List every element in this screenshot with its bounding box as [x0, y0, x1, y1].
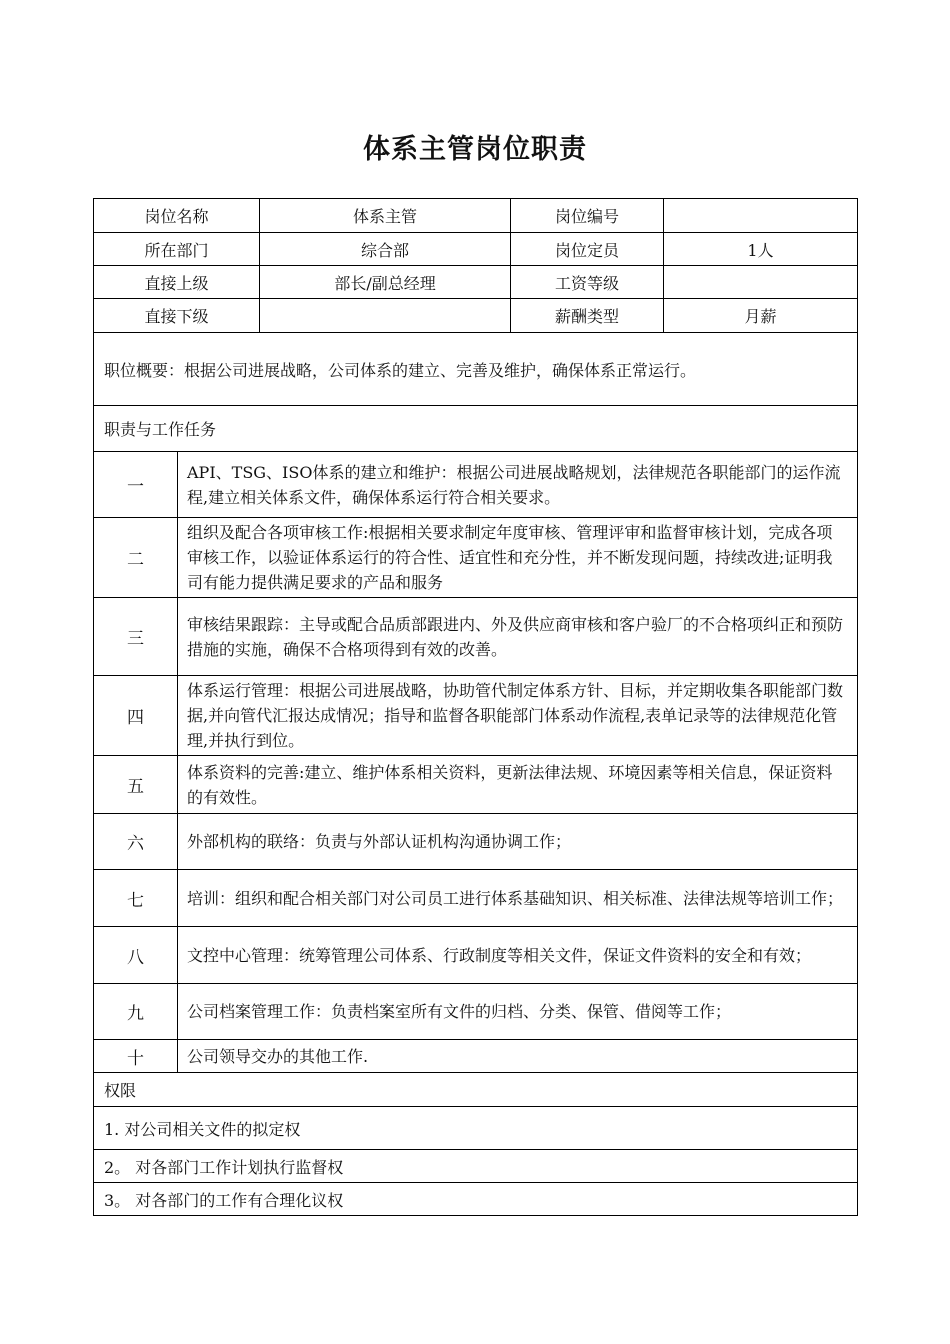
duty-number: 二: [94, 518, 178, 598]
duties-header-row: [94, 406, 858, 452]
superior-label: 直接上级: [94, 266, 260, 299]
authority-row: [94, 1107, 858, 1150]
duty-row: [94, 1040, 858, 1073]
duty-text: 审核结果跟踪：主导或配合品质部跟进内、外及供应商审核和客户验厂的不合格项纠正和预防措施的实施，确保不合格项得到有效的改善。: [178, 598, 858, 676]
duty-number: 七: [94, 870, 178, 927]
duty-number: 四: [94, 676, 178, 756]
subordinate-label: 直接下级: [94, 299, 260, 333]
authority-item: 3。 对各部门的工作有合理化议权: [94, 1183, 858, 1216]
subordinate-value: [260, 299, 511, 333]
duty-number: 一: [94, 452, 178, 518]
duty-row: [94, 756, 858, 814]
superior-value: 部长/副总经理: [260, 266, 511, 299]
headcount-value: 1人: [664, 233, 858, 266]
info-row-2: [94, 233, 858, 266]
duty-text: 外部机构的联络：负责与外部认证机构沟通协调工作；: [178, 814, 858, 870]
pay-type-label: 薪酬类型: [511, 299, 664, 333]
duty-number: 九: [94, 984, 178, 1040]
position-name-value: 体系主管: [260, 199, 511, 233]
summary-row: [94, 333, 858, 406]
duty-text: 体系资料的完善:建立、维护体系相关资料，更新法律法规、环境因素等相关信息，保证资料的有效性。: [178, 756, 858, 814]
duty-text: 组织及配合各项审核工作:根据相关要求制定年度审核、管理评审和监督审核计划，完成各项审核工作，以验证体系运行的符合性、适宜性和充分性，并不断发现问题，持续改进;证明我司有能力提供满足要求的产品和服务: [178, 518, 858, 598]
department-label: 所在部门: [94, 233, 260, 266]
duty-row: [94, 927, 858, 984]
duty-row: [94, 814, 858, 870]
position-name-label: 岗位名称: [94, 199, 260, 233]
duty-number: 六: [94, 814, 178, 870]
duty-number: 八: [94, 927, 178, 984]
duty-text: 培训：组织和配合相关部门对公司员工进行体系基础知识、相关标准、法律法规等培训工作；: [178, 870, 858, 927]
authority-item: 2。 对各部门工作计划执行监督权: [94, 1150, 858, 1183]
duty-row: [94, 870, 858, 927]
pay-type-value: 月薪: [664, 299, 858, 333]
authority-header-row: [94, 1073, 858, 1107]
duty-text: 公司领导交办的其他工作.: [178, 1040, 858, 1073]
department-value: 综合部: [260, 233, 511, 266]
authority-header: 权限: [94, 1073, 858, 1107]
info-row-4: [94, 299, 858, 333]
duty-number: 三: [94, 598, 178, 676]
salary-grade-label: 工资等级: [511, 266, 664, 299]
duty-row: [94, 518, 858, 598]
salary-grade-value: [664, 266, 858, 299]
duty-text: 公司档案管理工作：负责档案室所有文件的归档、分类、保管、借阅等工作；: [178, 984, 858, 1040]
duty-number: 五: [94, 756, 178, 814]
authority-item: 1. 对公司相关文件的拟定权: [94, 1107, 858, 1150]
duty-text: API、TSG、ISO体系的建立和维护：根据公司进展战略规划，法律规范各职能部门的运作流程,建立相关体系文件，确保体系运行符合相关要求。: [178, 452, 858, 518]
duty-row: [94, 598, 858, 676]
duty-row: [94, 452, 858, 518]
duty-row: [94, 984, 858, 1040]
info-row-3: [94, 266, 858, 299]
duty-row: [94, 676, 858, 756]
position-code-label: 岗位编号: [511, 199, 664, 233]
position-code-value: [664, 199, 858, 233]
duty-text: 体系运行管理：根据公司进展战略，协助管代制定体系方针、目标，并定期收集各职能部门数据,并向管代汇报达成情况；指导和监督各职能部门体系动作流程,表单记录等的法律规范化管理,并执行到位。: [178, 676, 858, 756]
duties-header: 职责与工作任务: [94, 406, 858, 452]
duty-number: 十: [94, 1040, 178, 1073]
authority-row: [94, 1150, 858, 1183]
job-description-table: [93, 198, 858, 1216]
info-row-1: [94, 199, 858, 233]
duty-text: 文控中心管理：统筹管理公司体系、行政制度等相关文件，保证文件资料的安全和有效；: [178, 927, 858, 984]
authority-row: [94, 1183, 858, 1216]
position-summary: 职位概要：根据公司进展战略，公司体系的建立、完善及维护，确保体系正常运行。: [94, 333, 858, 406]
headcount-label: 岗位定员: [511, 233, 664, 266]
page-title: 体系主管岗位职责: [363, 134, 587, 165]
